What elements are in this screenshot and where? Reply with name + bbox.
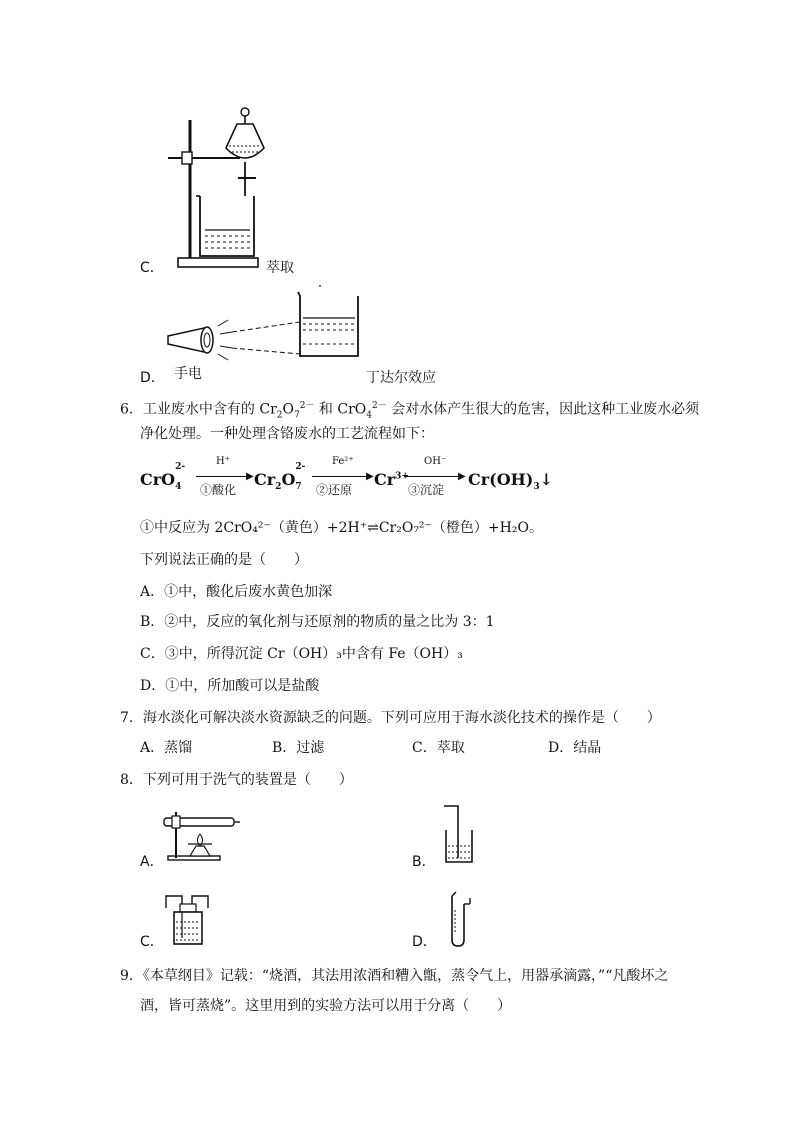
flow-species-3: $Cr^{3+}$	[374, 470, 409, 489]
flow-arrow-1-head: ▶	[246, 471, 254, 482]
q8-label-c[interactable]: C．	[140, 934, 164, 950]
flow-arrow-3-bottom: ③沉淀	[408, 483, 445, 497]
option-c-label: 萃取	[266, 260, 294, 276]
q7-option-d[interactable]: D．结晶	[548, 740, 602, 756]
q8-label-b[interactable]: B．	[412, 854, 436, 870]
q7-stem: 7．海水淡化可解决淡水资源缺乏的问题。下列可应用于海水淡化技术的操作是（ ）	[120, 710, 661, 726]
q6-option-d[interactable]: D．①中，所加酸可以是盐酸	[140, 678, 320, 694]
q8-label-d[interactable]: D．	[412, 934, 437, 950]
flashlight-label: 手电	[174, 366, 202, 382]
q6-option-a[interactable]: A．①中，酸化后废水黄色加深	[140, 584, 333, 600]
option-c-letter: C．	[140, 260, 164, 276]
option-d-letter: D．	[140, 370, 165, 386]
q7-option-a[interactable]: A．蒸馏	[140, 740, 193, 756]
flow-species-2: $Cr_2O$ 2- $_7$	[254, 462, 306, 493]
q6-reaction-note: ①中反应为 2CrO₄²⁻（黄色）+2H⁺⇌Cr₂O₇²⁻（橙色）+H₂O。	[140, 520, 543, 536]
flow-species-1: CrO 2- $_4$	[140, 462, 186, 493]
q6-stem-line1: 6．工业废水中含有的 $Cr_2O_7^{2-}$ 和 CrO$_4^{2-}$ 会对水体产生很大的危害，因此这种工业废水必须	[120, 401, 700, 421]
flow-arrow-2-bottom: ②还原	[316, 483, 353, 497]
q7-option-c[interactable]: C．萃取	[412, 740, 465, 756]
q9-line2: 酒，皆可蒸烧”。这里用到的实验方法可以用于分离（ ）	[140, 998, 512, 1014]
q6-question: 下列说法正确的是（ ）	[140, 552, 308, 568]
flow-arrow-2-top: Fe²⁺	[332, 456, 354, 467]
flow-arrow-3-head: ▶	[458, 471, 466, 482]
flow-arrow-1-bottom: ①酸化	[200, 483, 237, 497]
q6-option-b[interactable]: B．②中，反应的氧化剂与还原剂的物质的量之比为 3：1	[140, 614, 495, 630]
q7-option-b[interactable]: B．过滤	[272, 740, 325, 756]
q8-stem: 8．下列可用于洗气的装置是（ ）	[120, 772, 353, 788]
q6-option-c[interactable]: C．③中，所得沉淀 Cr（OH）₃中含有 Fe（OH）₃	[140, 646, 463, 662]
q9-line1: 9．《本草纲目》记载：“烧酒，其法用浓酒和糟入甑，蒸令气上，用器承滴露，”“凡酸坏之	[120, 968, 669, 984]
q8-label-a[interactable]: A．	[140, 854, 164, 870]
flow-arrow-2-head: ▶	[366, 471, 374, 482]
flow-arrow-1-top: H⁺	[216, 456, 230, 467]
option-d-label: 丁达尔效应	[366, 370, 436, 386]
q6-stem-line2: 净化处理。一种处理含铬废水的工艺流程如下：	[140, 426, 434, 442]
flow-arrow-3-top: OH⁻	[424, 456, 447, 467]
flow-species-4: $Cr(OH)_3↓$	[468, 470, 554, 493]
